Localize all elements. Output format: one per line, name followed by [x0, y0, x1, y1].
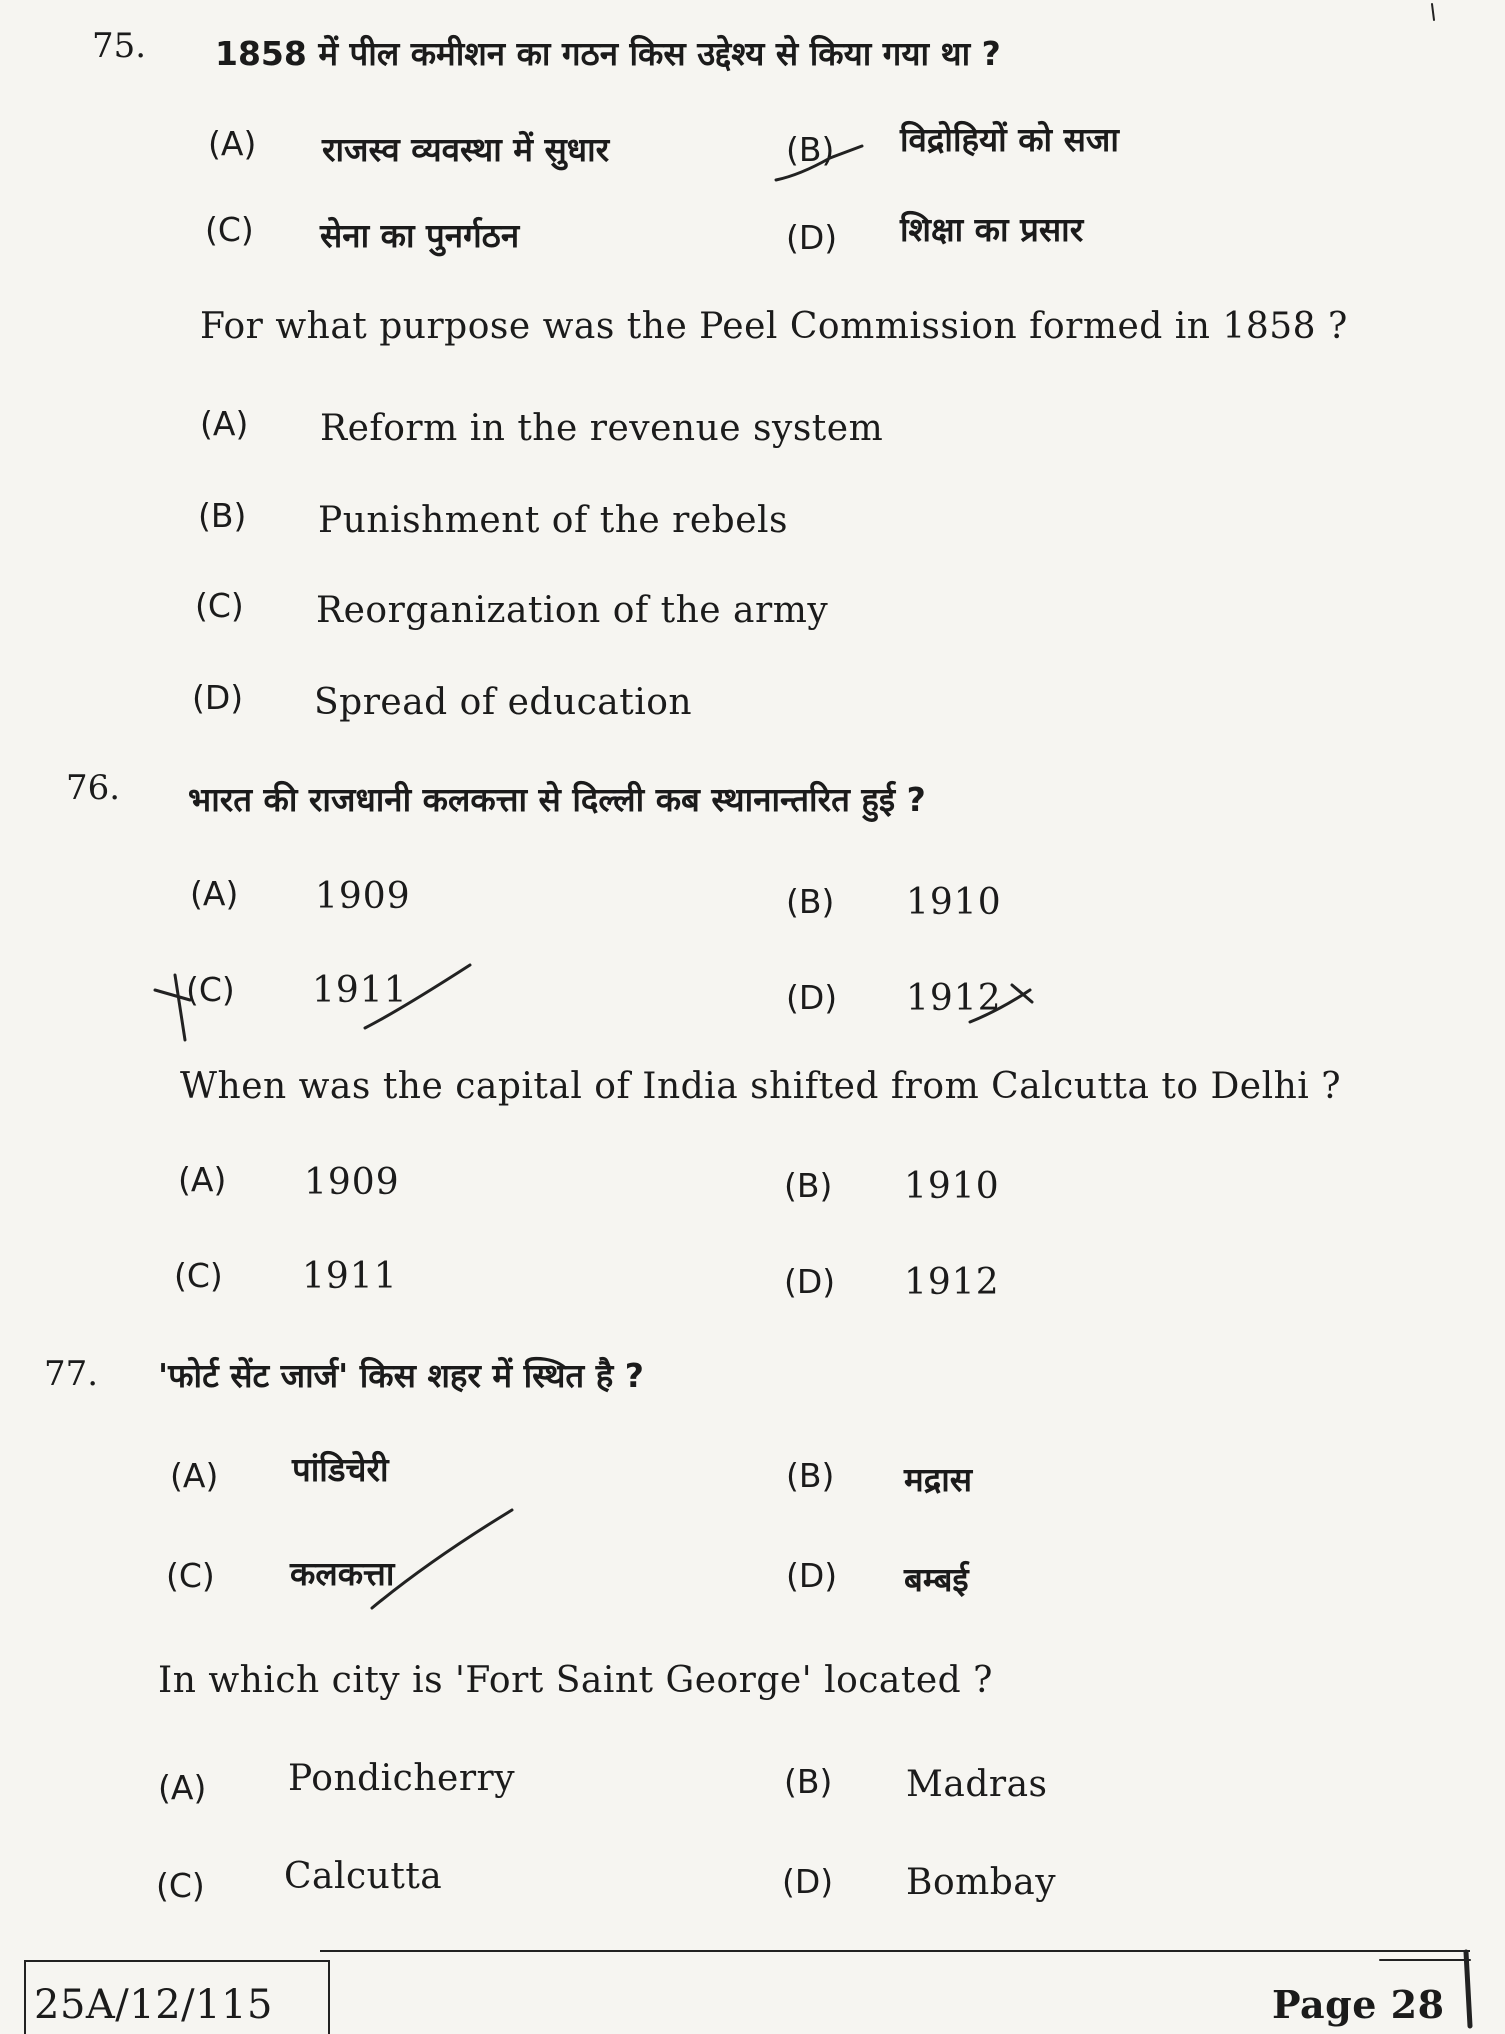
- q75-en-option-d-text: Spread of education: [314, 682, 693, 723]
- q77-en-option-d-letter: (D): [782, 1862, 834, 1901]
- paper-code: 25A/12/115: [34, 1982, 273, 2028]
- q77-hi-option-c-text: कलकत्ता: [290, 1554, 395, 1593]
- q76-hi-option-a-letter: (A): [190, 874, 239, 913]
- q75-hi-option-b-text: विद्रोहियों को सजा: [900, 120, 1119, 159]
- q75-hi-option-b-letter: (B): [786, 130, 835, 169]
- q75-en-option-b-text: Punishment of the rebels: [318, 500, 788, 541]
- q76-en-option-a-text: 1909: [304, 1162, 400, 1203]
- q76-en-option-a-letter: (A): [178, 1160, 227, 1199]
- q77-en-option-a-text: Pondicherry: [288, 1758, 516, 1799]
- question-76-number: 76.: [66, 768, 121, 808]
- question-75-english-text: For what purpose was the Peel Commission formed in 1858 ?: [200, 306, 1348, 347]
- q75-en-option-a-text: Reform in the revenue system: [320, 408, 884, 449]
- page-number: Page 28: [1272, 1982, 1445, 2027]
- footer-pen-mark: [1466, 1952, 1470, 2026]
- q77-hi-option-a-text: पांडिचेरी: [292, 1450, 389, 1489]
- q75-hi-option-d-text: शिक्षा का प्रसार: [900, 210, 1084, 249]
- q76-hi-option-d-text: 1912: [906, 978, 1002, 1019]
- q75-en-option-a-letter: (A): [200, 404, 249, 443]
- question-76-english-text: When was the capital of India shifted from Calcutta to Delhi ?: [180, 1066, 1342, 1107]
- q76-en-option-d-letter: (D): [784, 1262, 836, 1301]
- q76-hi-option-d-letter: (D): [786, 978, 838, 1017]
- question-75-number: 75.: [92, 26, 147, 66]
- q75-en-option-d-letter: (D): [192, 678, 244, 717]
- cross-mark-q76-2: [175, 975, 185, 1040]
- q76-en-option-b-letter: (B): [784, 1166, 833, 1205]
- q76-hi-option-c-text: 1911: [312, 970, 408, 1011]
- q76-hi-option-b-letter: (B): [786, 882, 835, 921]
- q77-en-option-c-letter: (C): [156, 1866, 205, 1905]
- q76-hi-option-c-letter: (C): [186, 970, 235, 1009]
- q76-hi-option-b-text: 1910: [906, 882, 1002, 923]
- q77-hi-option-b-letter: (B): [786, 1456, 835, 1495]
- q76-en-option-b-text: 1910: [904, 1166, 1000, 1207]
- q75-hi-option-a-letter: (A): [208, 124, 257, 163]
- q75-hi-option-c-letter: (C): [205, 210, 254, 249]
- q76-en-option-c-text: 1911: [302, 1256, 398, 1297]
- q75-hi-option-a-text: राजस्व व्यवस्था में सुधार: [322, 130, 610, 169]
- q77-en-option-b-text: Madras: [906, 1764, 1048, 1805]
- q77-hi-option-c-letter: (C): [166, 1556, 215, 1595]
- q77-en-option-d-text: Bombay: [906, 1862, 1057, 1903]
- q76-en-option-c-letter: (C): [174, 1256, 223, 1295]
- tick-mark-q75-b: [776, 146, 862, 180]
- q76-hi-option-a-text: 1909: [315, 876, 411, 917]
- q77-en-option-b-letter: (B): [784, 1762, 833, 1801]
- question-76-hindi-text: भारत की राजधानी कलकत्ता से दिल्ली कब स्थानान्तरित हुई ?: [188, 780, 926, 819]
- tick-mark-q76-d: [970, 990, 1030, 1022]
- tick-mark-q76-c: [365, 965, 470, 1028]
- q77-hi-option-b-text: मद्रास: [904, 1460, 973, 1499]
- question-77-hindi-text: 'फोर्ट सेंट जार्ज' किस शहर में स्थित है ?: [158, 1356, 644, 1395]
- q75-hi-option-c-text: सेना का पुनर्गठन: [320, 216, 520, 255]
- q77-hi-option-d-letter: (D): [786, 1556, 838, 1595]
- cross-mark-q76: [155, 990, 190, 1000]
- q77-hi-option-a-letter: (A): [170, 1456, 219, 1495]
- q75-en-option-b-letter: (B): [198, 496, 247, 535]
- q75-en-option-c-text: Reorganization of the army: [316, 590, 829, 631]
- q77-en-option-c-text: Calcutta: [284, 1856, 443, 1897]
- question-77-number: 77.: [44, 1354, 99, 1394]
- q76-en-option-d-text: 1912: [904, 1262, 1000, 1303]
- tick-mark-q77-c: [372, 1510, 512, 1608]
- q75-hi-option-d-letter: (D): [786, 218, 838, 257]
- q77-en-option-a-letter: (A): [158, 1768, 207, 1807]
- question-75-hindi-text: 1858 में पील कमीशन का गठन किस उद्देश्य से किया गया था ?: [215, 34, 1001, 73]
- question-77-english-text: In which city is 'Fort Saint George' located ?: [158, 1660, 993, 1701]
- q75-en-option-c-letter: (C): [195, 586, 244, 625]
- q77-hi-option-d-text: बम्बई: [904, 1560, 969, 1599]
